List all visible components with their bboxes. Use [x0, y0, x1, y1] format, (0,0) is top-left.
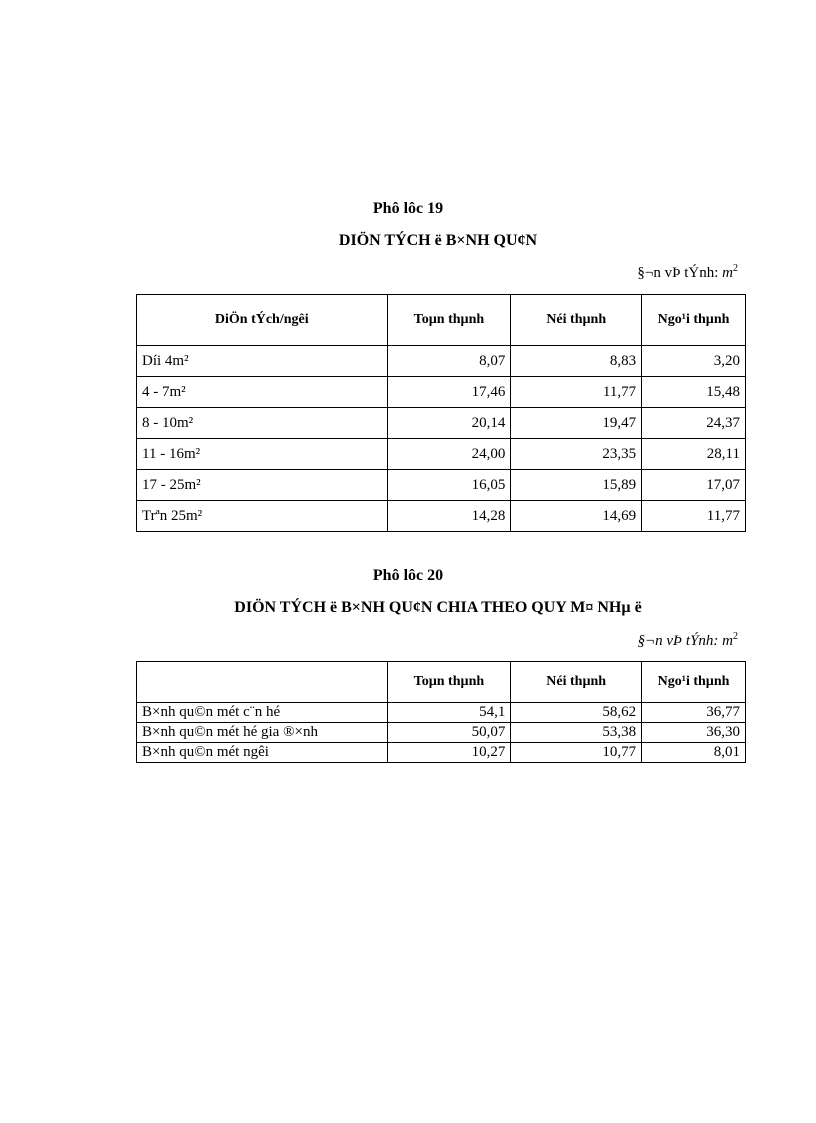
appendix-19-title: Phô lôc 19: [372, 200, 444, 217]
row-label: 4 - 7m²: [137, 377, 388, 408]
cell-value: 16,05: [387, 470, 511, 501]
table-row: [137, 703, 746, 723]
row-label: B×nh qu©n mét hé gia ®×nh: [137, 723, 388, 743]
cell-value: 24,37: [642, 408, 746, 439]
unit-superscript: 2: [733, 263, 738, 274]
table-header-row: [137, 662, 746, 703]
cell-value: 15,89: [511, 470, 642, 501]
cell-value: 8,01: [642, 743, 746, 763]
unit-label: §¬n vÞ tÝnh:: [637, 265, 719, 281]
cell-value: 17,07: [642, 470, 746, 501]
table-row: [137, 723, 746, 743]
cell-value: 36,77: [642, 703, 746, 723]
row-label: B×nh qu©n mét c¨n hé: [137, 703, 388, 723]
appendix-19-unit: [637, 263, 738, 282]
appendix-20-title: Phô lôc 20: [372, 567, 444, 584]
table-row: [137, 470, 746, 501]
cell-value: 8,07: [387, 346, 511, 377]
cell-value: 58,62: [511, 703, 642, 723]
column-header: Toµn thµnh: [387, 662, 511, 703]
cell-value: 10,27: [387, 743, 511, 763]
table-header-row: [137, 295, 746, 346]
appendix-19-table: [136, 294, 746, 532]
unit-superscript: 2: [733, 631, 738, 642]
row-label: Díi 4m²: [137, 346, 388, 377]
cell-value: 17,46: [387, 377, 511, 408]
cell-value: 14,28: [387, 501, 511, 532]
unit-label: §¬n vÞ tÝnh:: [637, 633, 719, 649]
table-row: [137, 501, 746, 532]
appendix-20-table: [136, 661, 746, 763]
appendix-20-heading: DIÖN TÝCH ë B×NH QU¢N CHIA THEO QUY M¤ NHµ ë: [234, 599, 642, 616]
cell-value: 20,14: [387, 408, 511, 439]
cell-value: 11,77: [642, 501, 746, 532]
column-header: Ngo¹i thµnh: [642, 295, 746, 346]
appendix-20-unit: [637, 631, 738, 650]
cell-value: 3,20: [642, 346, 746, 377]
cell-value: 50,07: [387, 723, 511, 743]
cell-value: 36,30: [642, 723, 746, 743]
cell-value: 19,47: [511, 408, 642, 439]
table-row: [137, 743, 746, 763]
column-header: Toµn thµnh: [387, 295, 511, 346]
cell-value: 15,48: [642, 377, 746, 408]
table-row: [137, 377, 746, 408]
row-label: 11 - 16m²: [137, 439, 388, 470]
column-header: Néi thµnh: [511, 662, 642, 703]
cell-value: 14,69: [511, 501, 642, 532]
cell-value: 11,77: [511, 377, 642, 408]
column-header: Néi thµnh: [511, 295, 642, 346]
table-row: [137, 439, 746, 470]
column-header: Ngo¹i thµnh: [642, 662, 746, 703]
column-header: [137, 662, 388, 703]
cell-value: 54,1: [387, 703, 511, 723]
cell-value: 24,00: [387, 439, 511, 470]
appendix-19-heading: DIÖN TÝCH ë B×NH QU¢N: [338, 232, 538, 249]
unit-value: m: [722, 265, 733, 281]
row-label: B×nh qu©n mét ngêi: [137, 743, 388, 763]
row-label: 8 - 10m²: [137, 408, 388, 439]
table-row: [137, 346, 746, 377]
cell-value: 53,38: [511, 723, 642, 743]
cell-value: 10,77: [511, 743, 642, 763]
column-header: DiÖn tÝch/ngêi: [137, 295, 388, 346]
unit-value: m: [722, 633, 733, 649]
table-row: [137, 408, 746, 439]
cell-value: 8,83: [511, 346, 642, 377]
cell-value: 28,11: [642, 439, 746, 470]
row-label: 17 - 25m²: [137, 470, 388, 501]
cell-value: 23,35: [511, 439, 642, 470]
row-label: Trªn 25m²: [137, 501, 388, 532]
